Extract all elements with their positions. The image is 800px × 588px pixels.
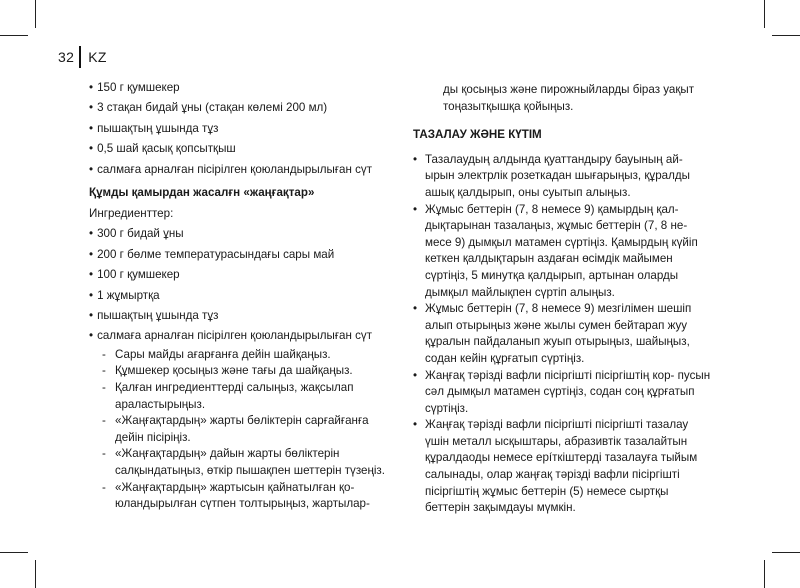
page-number: 32	[58, 49, 75, 65]
list-item: • 100 г қумшекер	[89, 268, 180, 282]
list-item: • 300 г бидай ұны	[89, 227, 184, 241]
continuation-text: ды қосыңыз және пирожныйларды біраз уақыт тоңазытқышқа қойыңыз.	[443, 83, 695, 113]
list-item: • Жаңғақ тәрізді вафли пісіргішті пісіргіштің кор- пусын сәл дымқыл матамен сүртіңіз, содан соң құрғатып сүртіңіз.	[413, 368, 711, 415]
list-item: • пышақтың ұшында тұз	[89, 308, 219, 322]
step-item: - «Жаңғақтардың» жарты бөліктерін сарғайғанға дейін пісіріңіз.	[102, 414, 369, 444]
list-item: • салмаға арналған пісірілген қоюландырылыған сүт	[89, 329, 373, 343]
list-item: • салмаға арналған пісірілген қоюландырылыған сүт	[89, 162, 373, 176]
list-item: • Тазалаудың алдында қуаттандыру бауының ай- ырын электрлік розеткадан шығарыңыз, құралды ашық қалдырып, оны суытып алыңыз.	[413, 152, 690, 199]
ingredients-label: Ингредиенттер:	[89, 206, 174, 220]
section-title: ТАЗАЛАУ ЖӘНЕ КҮТІМ	[413, 128, 542, 142]
step-item: - «Жаңғақтардың» дайын жарты бөліктерін салқындатыңыз, өткір пышақпен шеттерін түзеңіз.	[102, 447, 385, 478]
crop-mark-top-right-h	[772, 35, 800, 36]
list-item: • пышақтың ұшында тұз	[89, 121, 219, 135]
recipe-title: Құмды қамырдан жасалғн «жаңғақтар»	[89, 186, 315, 200]
step-item: - Құмшекер қосыңыз және тағы да шайқаңыз.	[102, 364, 353, 378]
crop-mark-bottom-left-v	[35, 560, 36, 588]
step-item: - «Жаңғақтардың» жартысын қайнатылған қо- юландырылған сүтпен толтырыңыз, жартылар-	[102, 480, 370, 511]
header-divider	[79, 46, 81, 68]
step-item: - Қалған ингредиенттерді салыңыз, жақсылап араластырыңыз.	[102, 381, 354, 411]
crop-mark-bottom-right-v	[764, 560, 765, 588]
crop-mark-bottom-right-h	[772, 552, 800, 553]
list-item: • 3 стақан бидай ұны (стақан көлемі 200 мл)	[89, 101, 328, 115]
crop-mark-bottom-left-h	[0, 552, 28, 553]
list-item: • 200 г бөлме температурасындағы сары май	[89, 247, 335, 261]
page-header	[58, 46, 107, 68]
crop-mark-top-left-h	[0, 35, 28, 36]
list-item: • Жұмыс беттерін (7, 8 немесе 9) мезгілімен шешіп алып отырыңыз және жылы сумен бейтарап жуу құралын пайдаланып жуып отырыңыз, шайыңыз, содан кейін құрғатып сүртіңіз.	[413, 302, 692, 365]
list-item: • 0,5 шай қасық қопсытқыш	[89, 142, 236, 156]
step-item: - Сары майды ағарғанға дейін шайқаңыз.	[102, 347, 331, 361]
language-code: KZ	[88, 49, 107, 65]
crop-mark-top-right-v	[764, 0, 765, 28]
list-item: • 150 г қумшекер	[89, 81, 180, 94]
left-column	[89, 80, 389, 513]
crop-mark-top-left-v	[35, 0, 36, 28]
list-item: • Жаңғақ тәрізді вафли пісіргішті пісіргішті тазалау үшін металл ысқыштары, абразивтік тазалайтын құралдаоды немесе ерíткіштерді тазалауға тыйым салынады, олар жаңғақ тәрізді вафли пісіргішті пісіргіштің жұмыс беттерін (5) немесе сыртқы беттерін зақымдауы мүмкін.	[413, 418, 698, 515]
right-column	[413, 82, 713, 517]
list-item: • 1 жұмыртқа	[89, 288, 160, 302]
list-item: • Жұмыс беттерін (7, 8 немесе 9) қамырдың қал- дықтарынан тазалаңыз, жұмыс беттерін (7, 8 не- месе 9) дымқыл матамен сүртіңіз. Қамырдың күйіп кеткен қалдықтарын аздаған өсімдік майымен сүртіңіз, 5 минутқа қалдырып, артынан оларды дымқыл майлықпен сүртіп алыңыз.	[413, 202, 698, 299]
